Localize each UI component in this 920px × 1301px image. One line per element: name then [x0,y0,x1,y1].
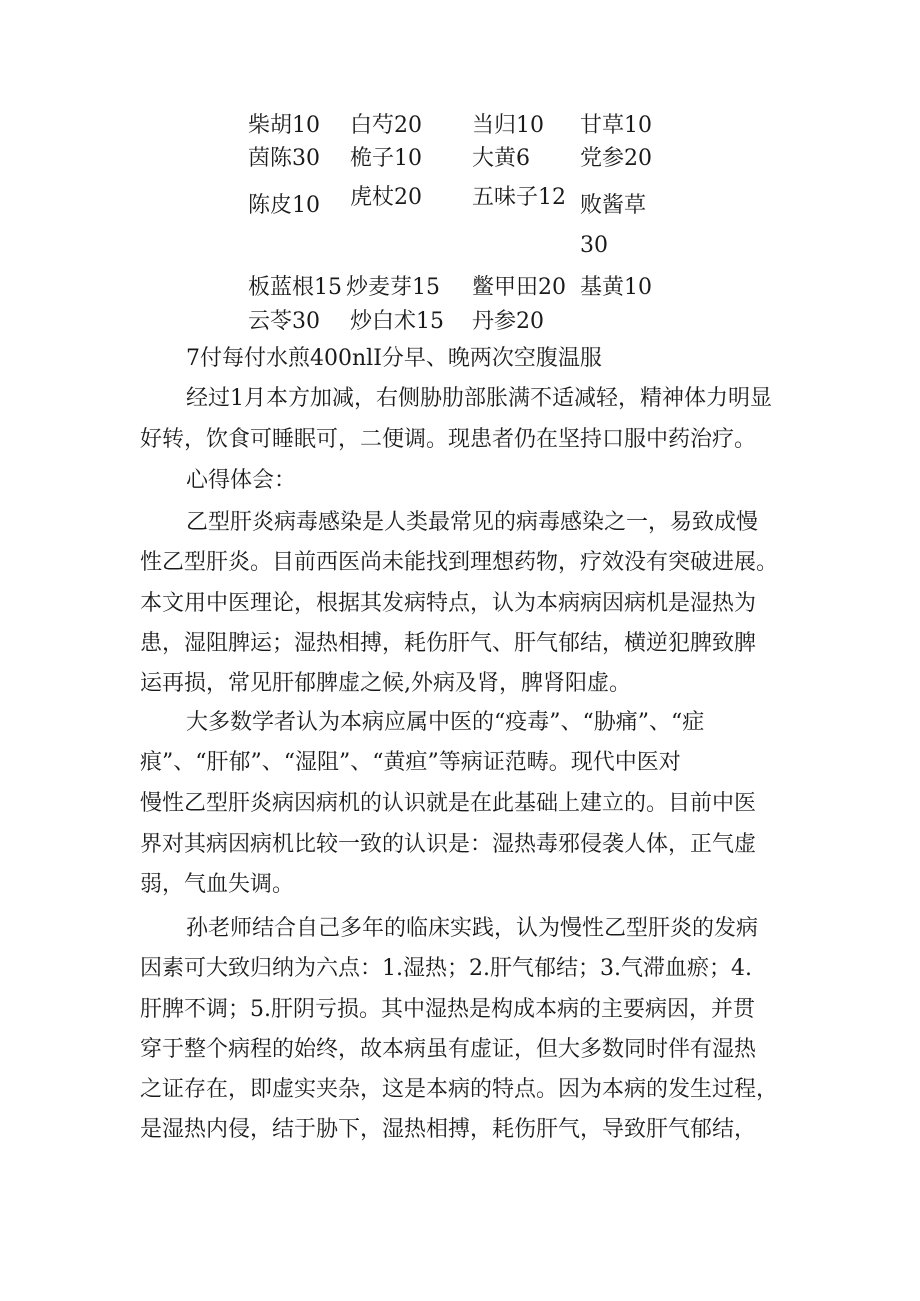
herb-item: 陈皮10 [248,193,320,218]
text-line: 之证存在，即虚实夹杂，这是本病的特点。因为本病的发生过程， [140,1077,779,1102]
herb-item: 党参20 [580,146,652,171]
herb-item: 基黄10 [580,275,652,300]
herb-item: 五味子12 [472,185,566,210]
text-line: 患，湿阻脾运；湿热相搏，耗伤肝气、肝气郁结，横逆犯脾致脾 [140,631,757,656]
text-line: 好转，饮食可睡眠可，二便调。现患者仍在坚持口服中药治疗。 [140,427,757,452]
text-line: 孙老师结合自己多年的临床实践，认为慢性乙型肝炎的发病 [186,916,759,941]
herb-item: 炒白术15 [350,309,444,334]
usage-instruction: 7付每付水煎400nlI分早、晚两次空腹温服 [186,346,602,371]
text-line: 大多数学者认为本病应属中医的“疫毒”、“胁痛”、“症 [186,710,705,735]
text-line: 肝脾不调；5.肝阴亏损。其中湿热是构成本病的主要病因，并贯 [140,997,755,1022]
herb-item: 30 [580,233,608,258]
herb-item: 柴胡10 [248,113,320,138]
herb-item: 丹参20 [472,309,544,334]
herb-item: 云苓30 [248,309,320,334]
herb-item: 甘草10 [580,113,652,138]
text-line: 弱，气血失调。 [140,872,295,897]
herb-item: 板蓝根15 [248,275,342,300]
text-line: 本文用中医理论，根据其发病特点，认为本病病因病机是湿热为 [140,591,757,616]
text-line: 穿于整个病程的始终，故本病虽有虚证，但大多数同时伴有湿热 [140,1037,757,1062]
text-line: 运再损，常见肝郁脾虚之候,外病及肾，脾肾阳虚。 [140,671,631,696]
herb-item: 炒麦芽15 [346,275,440,300]
text-line: 性乙型肝炎。目前西医尚未能找到理想药物，疗效没有突破进展。 [140,550,779,575]
text-line: 乙型肝炎病毒感染是人类最常见的病毒感染之一，易致成慢 [186,510,759,535]
section-heading: 心得体会： [186,468,297,493]
herb-item: 白芍20 [350,113,422,138]
herb-item: 鳖甲田20 [472,275,566,300]
herb-item: 大黄6 [472,146,530,171]
herb-item: 败酱草 [580,193,647,218]
text-line: 慢性乙型肝炎病因病机的认识就是在此基础上建立的。目前中医 [140,791,757,816]
herb-item: 茵陈30 [248,146,320,171]
herb-item: 虎杖20 [350,185,422,210]
text-line: 是湿热内侵，结于胁下，湿热相搏，耗伤肝气，导致肝气郁结， [140,1117,757,1142]
text-line: 经过1月本方加减，右侧胁肋部胀满不适减轻，精神体力明显 [186,386,772,411]
herb-item: 当归10 [472,113,544,138]
text-line: 因素可大致归纳为六点：1.湿热；2.肝气郁结；3.气滞血瘀；4. [140,956,752,981]
text-line: 痕”、“肝郁”、“湿阻”、“黄疸”等病证范畴。现代中医对 [140,750,681,775]
text-line: 界对其病因病机比较一致的认识是：湿热毒邪侵袭人体，正气虚 [140,832,757,857]
herb-item: 桅子10 [350,146,422,171]
